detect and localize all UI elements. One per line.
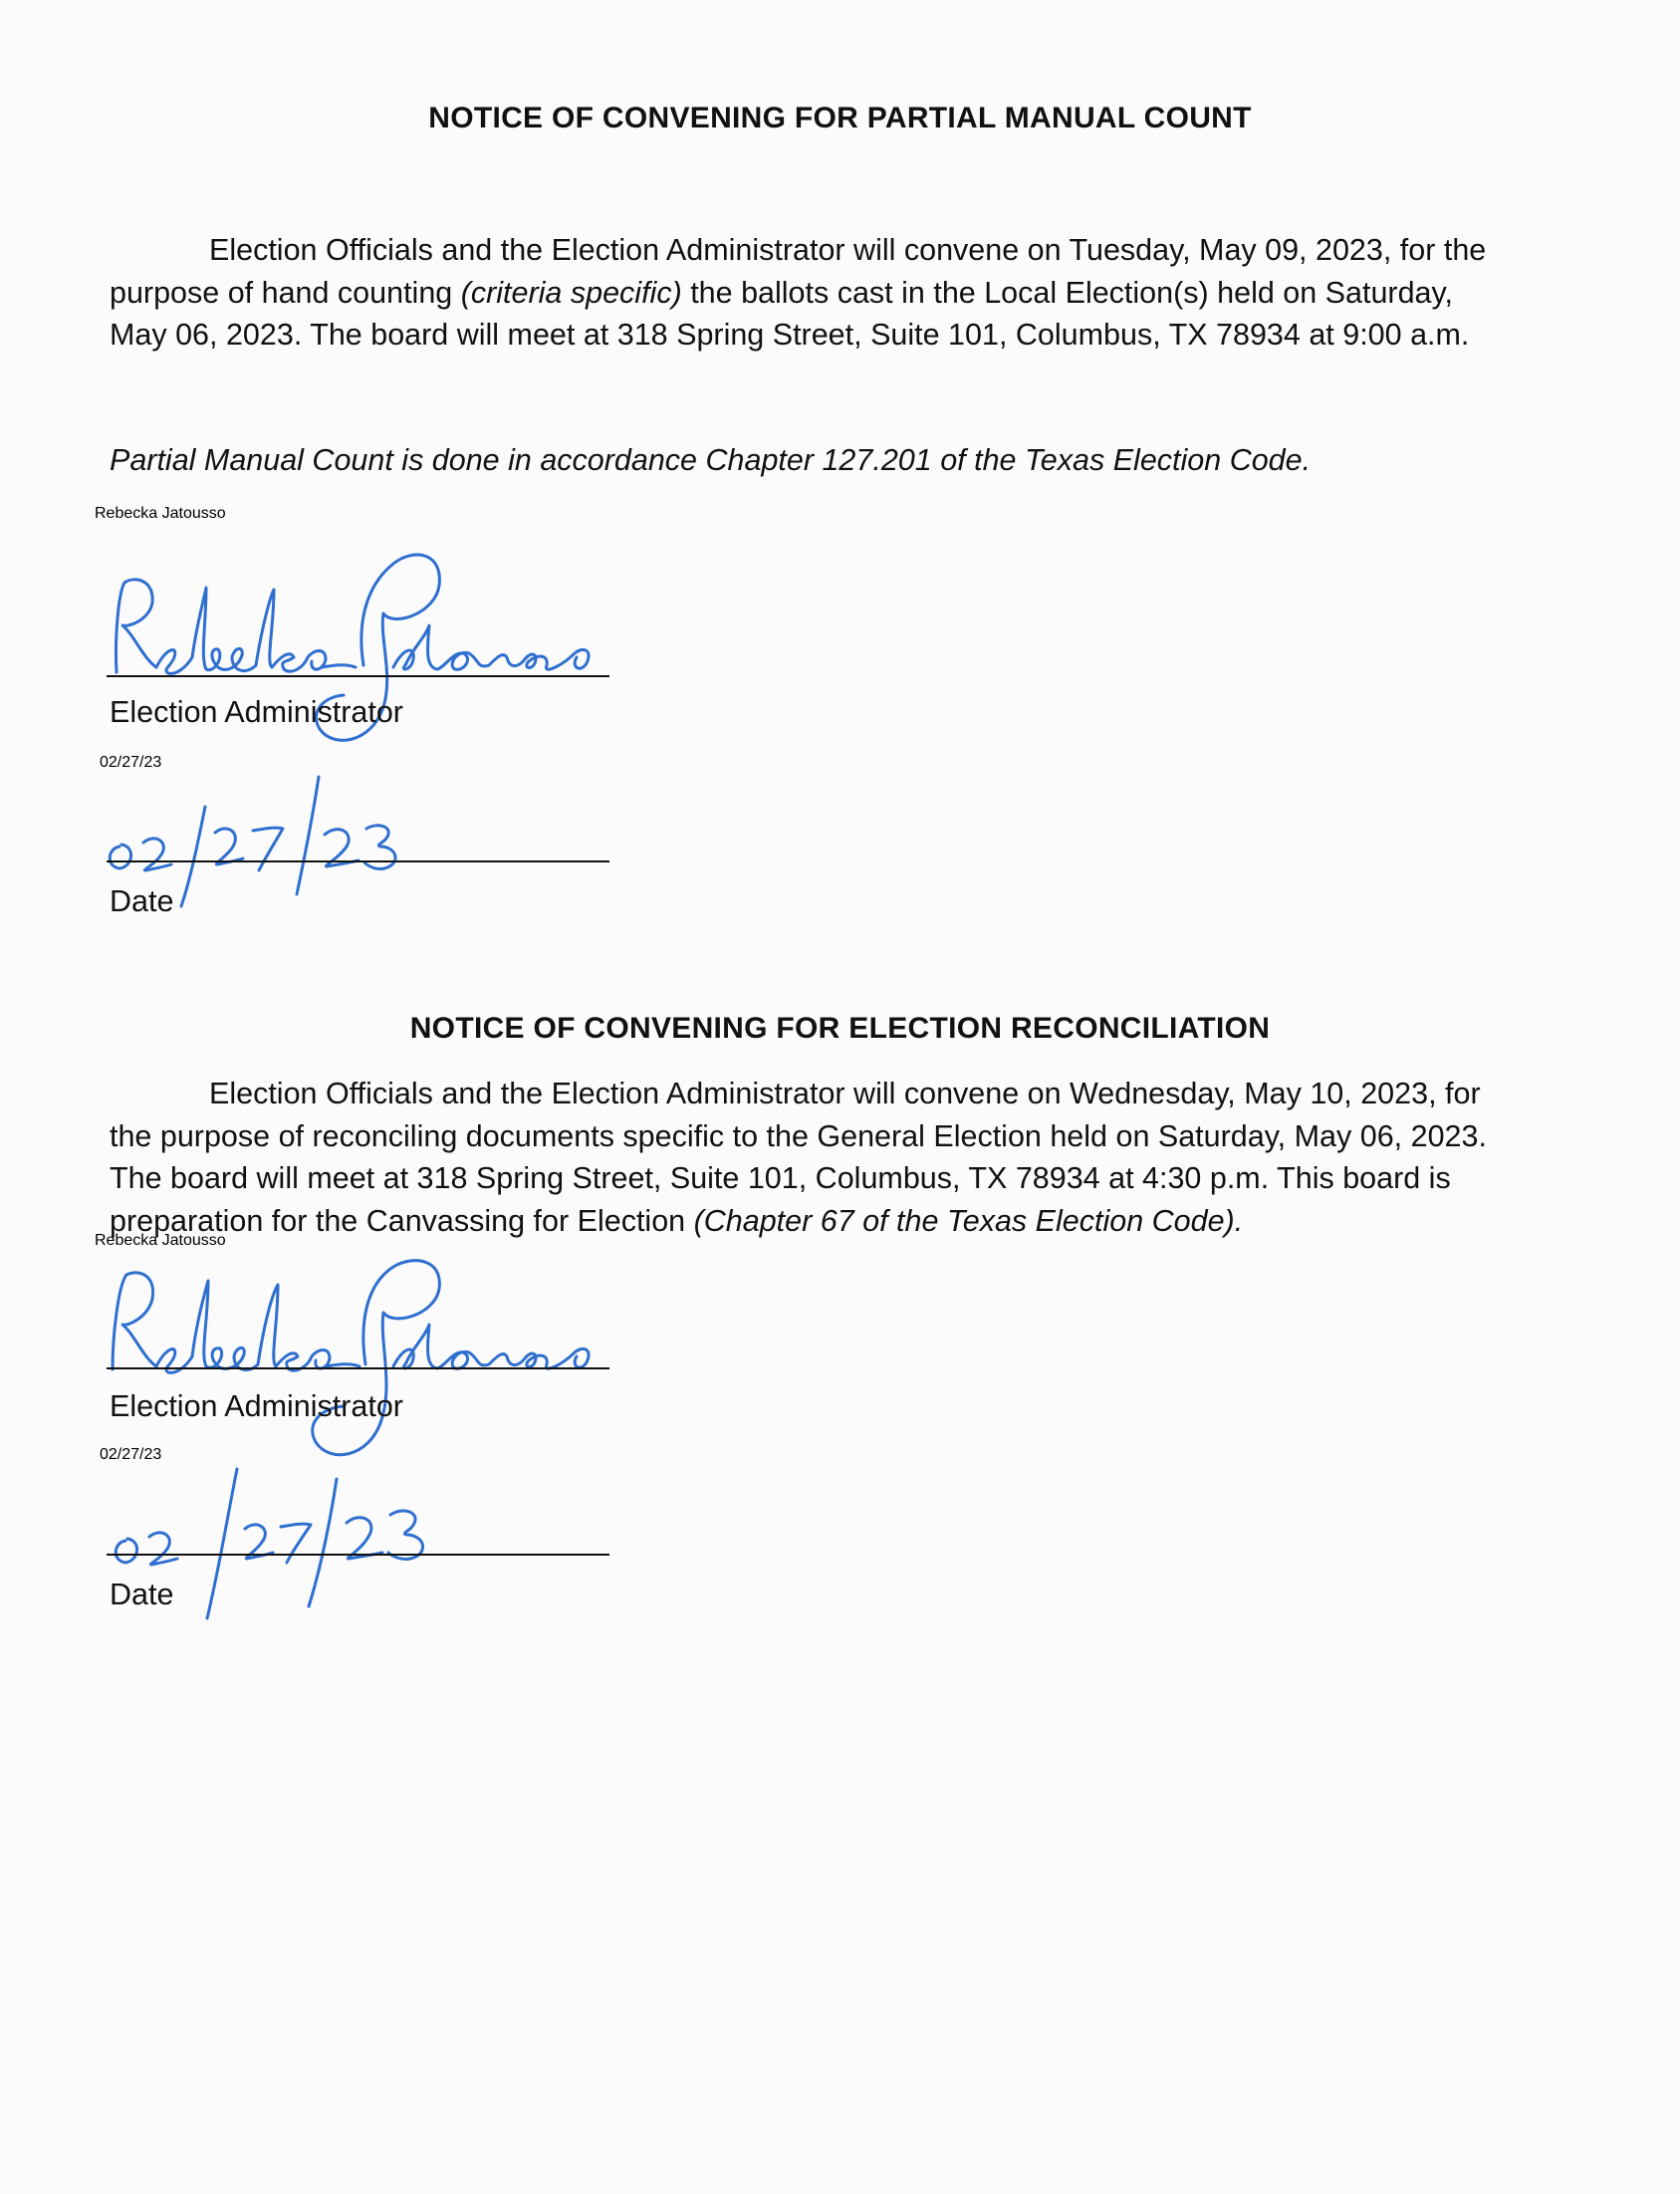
section2-para-line4 [110, 1200, 1643, 1243]
section2-para-line2: the purpose of reconciling documents specific to the General Election held on Saturday, May 06, 2023. [110, 1118, 1487, 1153]
section1-para-line2-b: the ballots cast in the Local Election(s) held on Saturday, [681, 275, 1453, 310]
section2-signer-label: Election Administrator [110, 1389, 403, 1423]
section1-para-line1-text: Election Officials and the Election Administrator will convene on Tuesday, May 09, 2023, for the [209, 233, 1487, 267]
section2-para-line3: The board will meet at 318 Spring Street, Suite 101, Columbus, TX 78934 at 4:30 p.m. This board is [110, 1161, 1451, 1195]
section1-para-line3: May 06, 2023. The board will meet at 318 Spring Street, Suite 101, Columbus, TX 78934 at 9:00 a.m. [110, 318, 1470, 352]
section2-date-label: Date [110, 1578, 174, 1611]
section1-paragraph [110, 229, 1643, 357]
section2-signature-text: Rebecka Jatousso [95, 1232, 226, 1249]
section2-title: NOTICE OF CONVENING FOR ELECTION RECONCILIATION [409, 1012, 1271, 1045]
section1-signature-line [107, 675, 609, 677]
section2-date-text: 02/27/23 [100, 1446, 162, 1463]
section2-signature-icon [95, 1232, 652, 1484]
section1-signer-label: Election Administrator [110, 695, 403, 729]
section2-para-line1-text: Election Officials and the Election Administrator will convene on Wednesday, May 10, 2023, for [209, 1077, 1481, 1110]
section2-paragraph [110, 1073, 1643, 1242]
section1-para-line2 [110, 272, 1643, 315]
section1-date-text: 02/27/23 [100, 754, 162, 771]
section2-para-line1 [110, 1073, 1643, 1115]
section1-signature-text: Rebecka Jatousso [95, 505, 226, 522]
section1-para-line1 [110, 229, 1643, 272]
section2-date-line [107, 1554, 609, 1556]
section2-para-line4-italic: (Chapter 67 of the Texas Election Code). [693, 1203, 1244, 1238]
section1-para-line2-a: purpose of hand counting [110, 275, 461, 310]
section2-signature-line [107, 1367, 609, 1369]
section1-note: Partial Manual Count is done in accordance Chapter 127.201 of the Texas Election Code. [110, 443, 1312, 477]
section1-date-line [107, 860, 609, 862]
section2-para-line4-a: preparation for the Canvassing for Election [110, 1203, 694, 1238]
section1-title: NOTICE OF CONVENING FOR PARTIAL MANUAL COUNT [428, 102, 1252, 134]
section1-date-label: Date [110, 884, 174, 918]
section1-para-line2-italic: (criteria specific) [460, 275, 682, 310]
